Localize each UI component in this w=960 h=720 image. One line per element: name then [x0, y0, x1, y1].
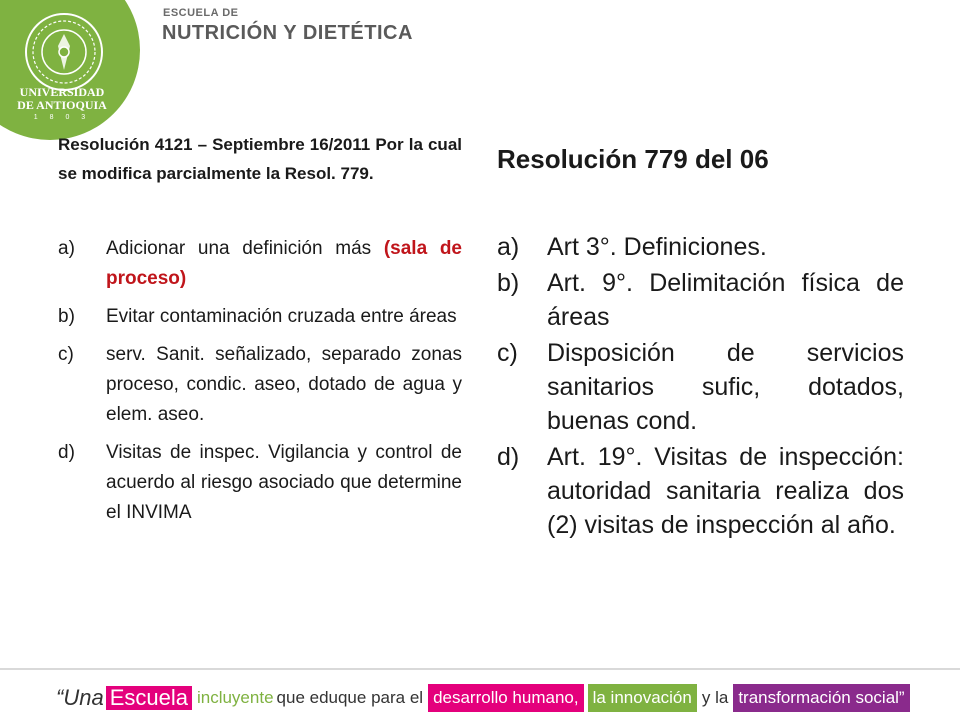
slogan-innovacion: la innovación [588, 684, 697, 712]
list-item-text: Art. 19°. Visitas de inspección: autoridad sanitaria realiza dos (2) visitas de inspección al año. [547, 443, 904, 539]
list-item-text: serv. Sanit. señalizado, separado zonas proceso, condic. aseo, dotado de agua y elem. aseo. [106, 344, 462, 425]
list-marker: c) [58, 344, 74, 365]
slogan-text: que eduque para el [276, 688, 424, 707]
right-list-item [497, 230, 904, 264]
university-name [6, 86, 118, 112]
right-list-item [497, 266, 904, 334]
slogan-incluyente: incluyente [196, 688, 274, 707]
list-marker: c) [497, 339, 518, 367]
school-label-small: ESCUELA DE [163, 7, 239, 19]
list-item-text: Art. 9°. Delimitación física de áreas [547, 269, 904, 331]
university-name-line2: DE ANTIOQUIA [17, 98, 107, 112]
slogan-y-la: y la [701, 688, 729, 707]
school-name: NUTRICIÓN Y DIETÉTICA [162, 22, 413, 44]
list-item-text: Visitas de inspec. Vigilancia y control de acuerdo al riesgo asociado que determine el INVIMA [106, 442, 462, 523]
right-title: Resolución 779 del 06 [497, 144, 769, 174]
slogan-open: “Una [56, 685, 104, 710]
slogan-desarrollo: desarrollo humano, [428, 684, 584, 712]
list-marker: b) [497, 269, 520, 297]
list-item-text: Adicionar una definición más [106, 238, 384, 259]
list-marker: d) [497, 443, 520, 471]
university-name-line1: UNIVERSIDAD [19, 85, 105, 99]
list-item-text: Disposición de servicios sanitarios sufic, dotados, buenas cond. [547, 339, 904, 435]
right-list-item [497, 336, 904, 438]
left-list [58, 234, 462, 536]
footer-slogan [56, 682, 912, 714]
slogan-escuela: Escuela [106, 686, 192, 710]
list-item-text: Art 3°. Definiciones. [547, 233, 767, 261]
left-list-item [58, 438, 462, 528]
footer-divider [0, 668, 960, 670]
university-seal-icon [22, 10, 106, 94]
highlight-text: (sala de proceso) [106, 238, 462, 289]
list-marker: d) [58, 442, 75, 463]
list-marker: b) [58, 306, 75, 327]
right-list [497, 230, 904, 544]
left-list-item [58, 340, 462, 430]
left-list-item [58, 302, 462, 332]
left-list-item [58, 234, 462, 294]
right-list-item [497, 440, 904, 542]
left-title: Resolución 4121 – Septiembre 16/2011 Por la cual se modifica parcialmente la Resol. 779. [58, 135, 462, 183]
list-marker: a) [58, 238, 75, 259]
list-marker: a) [497, 233, 520, 261]
list-item-text: Evitar contaminación cruzada entre áreas [106, 306, 457, 327]
university-year: 1 8 0 3 [33, 114, 91, 121]
slogan-transformacion: transformación social” [733, 684, 909, 712]
